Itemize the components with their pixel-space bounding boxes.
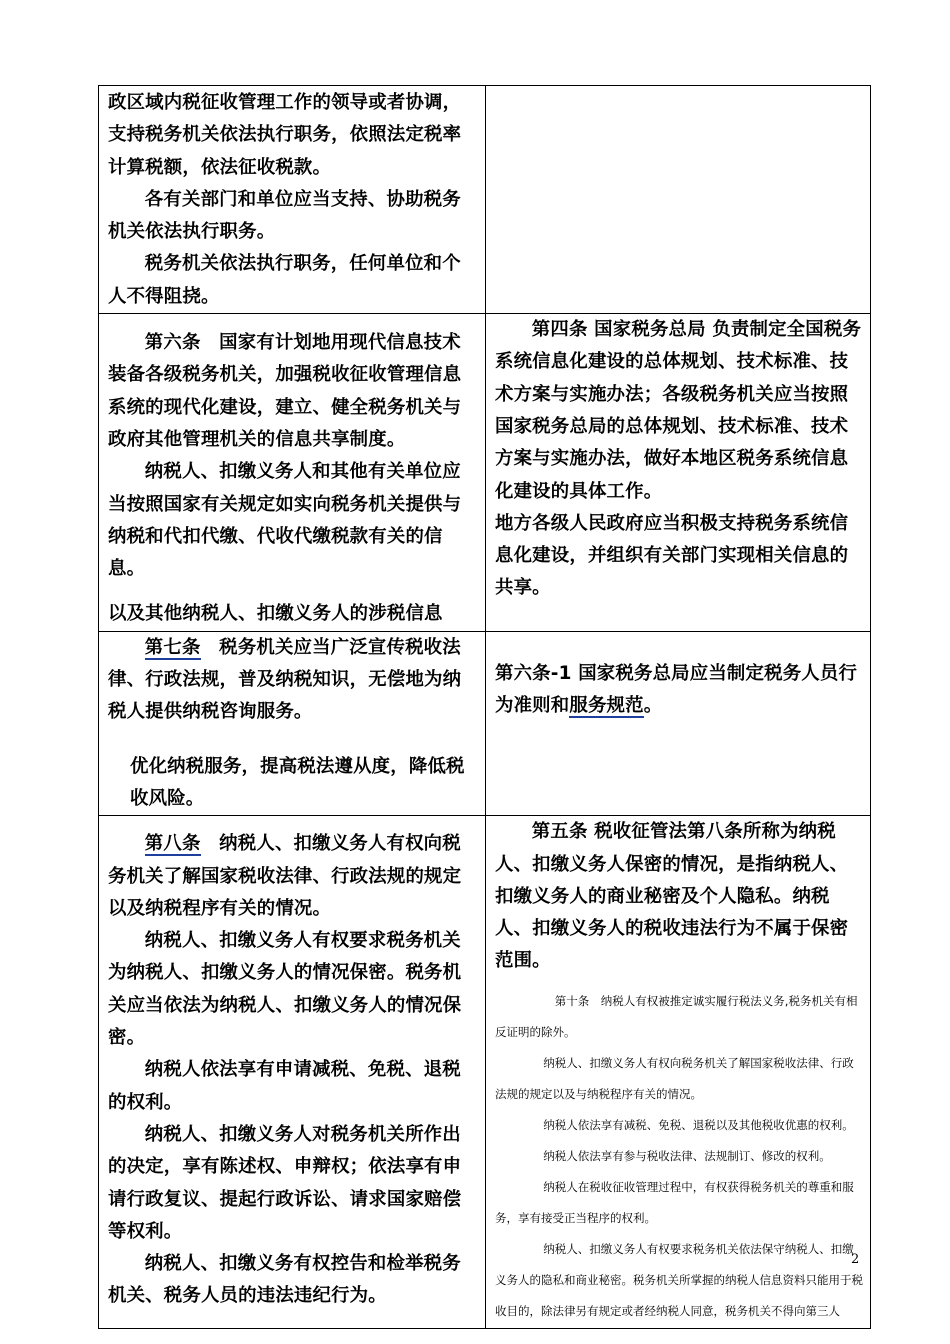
article-number: 第七条: [144, 636, 201, 658]
paragraph: 纳税人、扣缴义务人和其他有关单位应当按照国家有关规定如实向税务机关提供与纳税和代扣代缴、代收代缴税款有关的信息。: [108, 461, 462, 580]
paragraph: 各有关部门和单位应当支持、协助税务机关依法执行职务。: [108, 188, 461, 243]
regulation-cell: [486, 314, 871, 632]
underlined-term: 服务规范: [569, 695, 644, 717]
paragraph: [495, 658, 864, 723]
article-text: 第六条-1 国家税务总局应当制定税务人员行为准则和: [495, 662, 858, 717]
regulation-cell: [486, 816, 871, 1329]
paragraph: 税务机关依法执行职务，任何单位和个人不得阻挠。: [108, 253, 461, 307]
paragraph: [108, 828, 479, 925]
article-number: 第八条: [144, 833, 201, 855]
paragraph: 纳税人依法享有申请减税、免税、退税的权利。: [108, 1059, 461, 1113]
paragraph: 地方各级人民政府应当积极支持税务系统信息化建设，并组织有关部门实现相关信息的共享。: [495, 512, 849, 599]
law-cell: [99, 631, 486, 815]
paragraph: 政区域内税征收管理工作的领导或者协调，支持税务机关依法执行职务，依照法定税率计算税额，依法征收税款。: [108, 92, 462, 178]
table-row: [99, 631, 871, 815]
article-text: 税务机关应当广泛宣传税收法律、行政法规，普及纳税知识，无偿地为纳税人提供纳税咨询服务。: [108, 636, 462, 723]
paragraph: 纳税人、扣缴义务有权控告和检举税务机关、税务人员的违法违纪行为。: [108, 1253, 461, 1307]
margin-note: 以及其他纳税人、扣缴义务人的涉税信息: [108, 603, 443, 625]
paragraph: 纳税人在税收征收管理过程中，有权获得税务机关的尊重和服务，享有接受正当程序的权利。: [495, 1179, 854, 1225]
paragraph: 纳税人、扣缴义务人有权要求税务机关为纳税人、扣缴义务人的情况保密。税务机关应当依法为纳税人、扣缴义务人的情况保密。: [108, 930, 462, 1049]
regulation-cell: [486, 86, 871, 314]
table-row: [99, 314, 871, 632]
law-cell: [99, 816, 486, 1329]
paragraph: 第六条 国家有计划地用现代信息技术装备各级税务机关，加强税收征收管理信息系统的现代化建设，建立、健全税务机关与政府其他管理机关的信息共享制度。: [108, 332, 462, 450]
paragraph: 纳税人依法享有减税、免税、退税以及其他税收优惠的权利。: [543, 1117, 854, 1132]
article-text: 。: [643, 695, 663, 717]
regulation-cell: [486, 631, 871, 815]
margin-note: 优化纳税服务，提高税法遵从度，降低税收风险。: [130, 755, 465, 809]
paragraph: 纳税人、扣缴义务人有权向税务机关了解国家税收法律、行政法规的规定以及与纳税程序有关的情况。: [495, 1055, 854, 1101]
paragraph: 第十条 纳税人有权被推定诚实履行税法义务,税务机关有相反证明的除外。: [495, 993, 858, 1039]
paragraph: 纳税人、扣缴义务人有权要求税务机关依法保守纳税人、扣缴义务人的隐私和商业秘密。税务机关所掌握的纳税人信息资料只能用于税收目的，除法律另有规定或者经纳税人同意，税务机关不得向第三人: [495, 1241, 863, 1318]
paragraph: 纳税人、扣缴义务人对税务机关所作出的决定，享有陈述权、申辩权；依法享有申请行政复议、提起行政诉讼、请求国家赔偿等权利。: [108, 1123, 462, 1242]
document-table: [98, 85, 871, 1329]
paragraph: 第四条 国家税务总局 负责制定全国税务系统信息化建设的总体规划、技术标准、技术方案与实施办法；各级税务机关应当按照国家税务总局的总体规划、技术标准、技术方案与实施办法，做好本地区税务系统信息化建设的具体工作。: [495, 319, 862, 502]
paragraph: [108, 632, 479, 729]
table-row: [99, 816, 871, 1329]
law-cell: [99, 314, 486, 632]
paragraph: 第五条 税收征管法第八条所称为纳税人、扣缴义务人保密的情况，是指纳税人、扣缴义务人的商业秘密及个人隐私。纳税人、扣缴义务人的税收违法行为不属于保密范围。: [495, 821, 849, 972]
table-row: [99, 86, 871, 314]
article-text: 纳税人、扣缴义务人有权向税务机关了解国家税收法律、行政法规的规定以及纳税程序有关的情况。: [108, 833, 462, 919]
law-cell: [99, 86, 486, 314]
page-number: 2: [851, 1252, 860, 1267]
paragraph: 纳税人依法享有参与税收法律、法规制订、修改的权利。: [543, 1148, 831, 1163]
